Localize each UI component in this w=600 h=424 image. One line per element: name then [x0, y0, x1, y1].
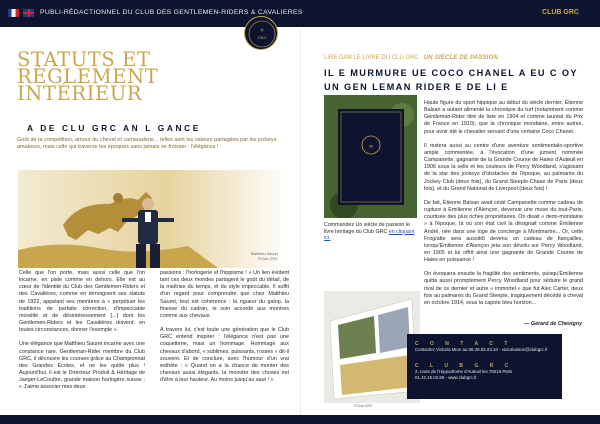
- caption-text: Commandez Un siècle de passion le livre héritage du Club GRC: [324, 222, 410, 235]
- club-crest-icon: [244, 16, 278, 50]
- headline-line: UN GEN LEMAN RIDER E DE LI E: [324, 82, 509, 92]
- photo-credit: Matthieu Sauret ©Club GRC: [251, 252, 278, 261]
- contact-line[interactable]: Contactez Victoria Mion au 06.28.82.23.10 - victoriamion@clubgrc.fr: [415, 347, 548, 352]
- contact-box: [407, 334, 562, 399]
- title-line: STATUTS ET: [17, 48, 151, 71]
- paragraph: passions : l'horlogerie et l'hippisme ! » Un lien évident tant ces deux mondes partagent le goût du détail, de la maîtrise du temps, et du style impeccable. Il suffit d'un regard pour comprendre que chez Matthieu Sauret, tout est cohérence : la rigueur du galop, la finesse du cadran, le soin accordé aux montres comme aux chevaux.: [160, 270, 289, 319]
- book-caption: [324, 222, 416, 242]
- title-line: INTÉRIEUR: [17, 82, 143, 105]
- paragraph: Une élégance que Matthieu Sauret incarne avec une constance rare. Gentleman-Rider membre du Club GRC, il découvre les courses grâce au Championnat des Grandes Écoles, et ne les quitte plus ! Aujourd'hui, il est le Directeur Produit & Héritage de Jaeger-LeCoultre, grande maison horlogère suisse : « J'aime associer mes deux: [19, 341, 145, 391]
- book-photo: [324, 95, 417, 218]
- paragraph: Il restera aussi au centre d'une aventure sentimentalo-sportive ample commentée, à l'évocation d'une jument nommée Campanette, gagnante de la Grande Course de Haies d'Auteuil en 1906 sous la selle et les couleurs de Percy Woodland, s'agissant de la star des jockeys d'obstacles de l'époque, au palmarès du Jockey Club (deux fois), du Grand Steeple-Chase de Paris (deux fois), et du Grand National de Liverpool (deux fois) !: [424, 142, 583, 192]
- text-column-2: [160, 270, 289, 384]
- svg-text:GRC: GRC: [257, 35, 267, 40]
- article-subtitle: A DE CLU GRC AN L GANCE: [27, 123, 201, 133]
- title-line: RÈGLEMENT: [17, 65, 159, 88]
- french-flag-icon[interactable]: [8, 9, 19, 17]
- headline-line: IL E MURMURE UE COCO CHANEL A EU C OY: [324, 68, 578, 78]
- horse-jump-photo: [18, 170, 290, 268]
- kicker-book-title: UN SIÈCLE DE PASSION: [423, 55, 498, 61]
- section-tag: CLUB GRC: [542, 9, 579, 16]
- paragraph: À travers lui, c'est toute une génération que le Club GRC entend inspirer : l'élégance n'est pas une coquetterie, mais un hommage. Hommage aux chevaux d'abord, « sublimes, puissants, rosses » dit-il souvent. Et de conclure, avec l'humour d'un vrai esthète : « Quand on a la chance de monter des chevaux aussi élégants, la moindre des choses est d'être à leur hauteur. Au moins jusqu'au saut ! »: [160, 327, 289, 384]
- photo-credit: ©Club GRC: [354, 404, 373, 408]
- svg-text:∞: ∞: [368, 143, 374, 150]
- kicker: [324, 55, 498, 61]
- banner-title: PUBLI-RÉDACTIONNEL DU CLUB DES GENTLEMEN-RIDERS & CAVALIERES: [40, 9, 303, 16]
- article-intro: Goût de la compétition, amour du cheval et camaraderie... telles sont les valeurs partagées par les jockeys amateurs, mais celle qui traverse les époques sans jamais se froisser : l'élégance !: [17, 137, 277, 150]
- club-name: C L U B G R C: [415, 363, 514, 369]
- club-address: 2, route de l'Hippodrome d'Auteuil les 75016 Paris: [415, 369, 513, 374]
- club-phone-web[interactable]: 01.42.15.02.65 - www.clubgrc.fr: [415, 375, 477, 380]
- article-headline: [324, 66, 584, 94]
- paragraph: On évoquera ensuite la fragilité des sentiments, puisqu'Émilienne quitta aussi promptement Percy Woodland pour séduire le grand rival de ce dernier et autre « immortel » que fut Alec Carter, deux fois au palmarès du Grand Steeple, tragiquement décédé à cheval en octobre 1914, sous la capote bleu horizon...: [424, 271, 583, 306]
- page-gutter: [300, 27, 301, 424]
- magazine-photo: [324, 291, 420, 403]
- author-signature: — Gérard de Chevigny: [524, 321, 583, 327]
- text-column-3: [424, 100, 583, 307]
- uk-flag-icon[interactable]: [23, 9, 34, 17]
- article-title: [17, 48, 277, 105]
- paragraph: De fait, Étienne Balsan avait cédé Campanette comme cadeau de rupture à Emilienne d'Alençon, devenue une muse du tout-Paris, courtisée des plus riches propriétaires. On disait « demi-mondaine » à l'époque, là où son état civil la désignait comme Émilienne André, née dans une loge de concierge à Montmartre... Or, cette Frog/atte sera aussitôt devenu un cadeau de fiançailles, lorsqu'Émilienne d'Alençon jeta son dévolu sur Percy Woodland, en 1905 et lui offrit ainsi une gagnante de Grande Course de Haies en puissance !: [424, 199, 583, 264]
- paragraph: Celle que l'on porte, mais aussi celle que l'on incarne, en piste comme en dehors. Elle est au cœur de l'identité du Club des Gentlemen-Riders et des Cavalières, comme en témoignent ses statuts de 1922, appelant ses membres à « perpétuer les traditions de parfaite correction, d'impeccable moralité et de désintéressement [...] dont les Gentlemen-Riders et les Cavalières doivent, en toutes circonstances, donner l'exemple ».: [19, 270, 145, 334]
- text-column-1: [19, 270, 145, 392]
- order-book-link[interactable]: en cliquant ici.: [324, 228, 415, 242]
- contact-title: C O N T A C T: [415, 341, 513, 347]
- bottom-banner: [0, 415, 600, 424]
- paragraph: Haute figure du sport hippique au début du siècle dernier, Étienne Balsan a autant alimenté la chronique du turf (notamment comme Gentleman-Rider titré de liste en 1904 et comme lauréat du Prix de France en 1910), que la chronique mondaine, entre autres, pour avoir été le chevalier servant d'une certaine Coco Chanel.: [424, 100, 583, 135]
- kicker-text: LIRE DAN LE LIVRE DU CLU GRC: [324, 55, 419, 61]
- svg-text:⚜: ⚜: [259, 28, 265, 34]
- top-banner: [0, 0, 600, 27]
